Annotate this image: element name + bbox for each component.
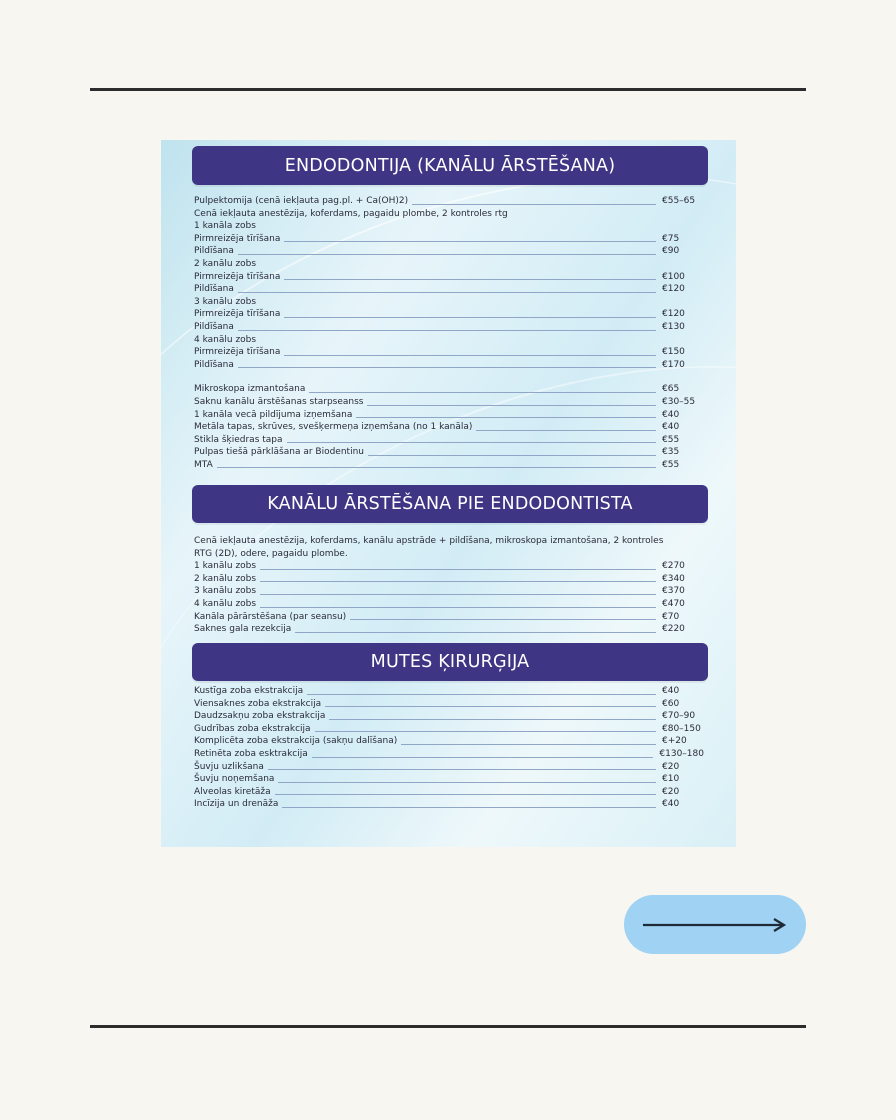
leader-line <box>238 292 656 293</box>
service-name: Komplicēta zoba ekstrakcija (sakņu dalīšana) <box>194 736 398 747</box>
leader-line <box>278 782 656 783</box>
price-row <box>194 623 704 636</box>
service-name: 3 kanālu zobs <box>194 586 257 597</box>
price-row <box>194 786 704 799</box>
service-price: €60 <box>662 698 680 709</box>
service-price: €40 <box>662 409 680 420</box>
price-row <box>194 308 704 321</box>
leader-line <box>287 442 656 443</box>
price-row <box>194 283 704 296</box>
leader-line <box>284 317 656 318</box>
price-row <box>194 598 704 611</box>
price-row <box>194 585 704 598</box>
leader-line <box>368 455 656 456</box>
service-price: €20 <box>662 786 680 797</box>
service-price: €75 <box>662 233 680 244</box>
price-row <box>194 761 704 774</box>
price-row <box>194 698 704 711</box>
price-row <box>194 685 704 698</box>
service-name: Cenā iekļauta anestēzija, koferdams, pagaidu plombe, 2 kontroles rtg <box>194 208 508 219</box>
service-name: Pirmreizēja tīrīšana <box>194 233 281 244</box>
price-row <box>194 611 704 624</box>
leader-line <box>307 694 656 695</box>
service-price: €130–180 <box>659 748 704 759</box>
price-row <box>194 383 704 396</box>
leader-line <box>412 204 656 205</box>
price-row <box>194 321 704 334</box>
leader-line <box>284 241 656 242</box>
leader-line <box>284 355 656 356</box>
service-name: Pildīšana <box>194 359 234 370</box>
price-row <box>194 710 704 723</box>
price-row <box>194 409 704 422</box>
service-name: Pirmreizēja tīrīšana <box>194 271 281 282</box>
service-price: €270 <box>662 561 685 572</box>
service-price: €130 <box>662 321 685 332</box>
service-name: Šuvju noņemšana <box>194 774 275 785</box>
price-row <box>194 233 704 246</box>
service-price: €35 <box>662 447 680 458</box>
service-name: MTA <box>194 459 213 470</box>
leader-line <box>238 367 656 368</box>
leader-line <box>309 392 656 393</box>
section-title-oral-surgery: MUTES ĶIRURĢIJA <box>192 643 708 681</box>
price-row <box>194 396 704 409</box>
price-row <box>194 723 704 736</box>
leader-line <box>268 769 656 770</box>
service-price: €150 <box>662 347 685 358</box>
service-name: Alveolas kiretāža <box>194 786 271 797</box>
leader-line <box>260 569 656 570</box>
price-row <box>194 459 704 472</box>
service-price: €30–55 <box>662 396 696 407</box>
service-name: 4 kanālu zobs <box>194 598 257 609</box>
service-price: €55 <box>662 434 680 445</box>
leader-line <box>325 706 656 707</box>
price-row <box>194 359 704 372</box>
service-name: Saknu kanālu ārstēšanas starpseanss <box>194 396 364 407</box>
endodontics-price-list <box>194 195 704 471</box>
service-price: €65 <box>662 384 680 395</box>
service-price: €10 <box>662 774 680 785</box>
service-price: €+20 <box>662 736 687 747</box>
service-price: €120 <box>662 284 685 295</box>
next-button[interactable] <box>624 895 806 954</box>
service-price: €170 <box>662 359 685 370</box>
service-price: €120 <box>662 309 685 320</box>
price-row <box>194 560 704 573</box>
leader-line <box>217 467 656 468</box>
leader-line <box>238 254 656 255</box>
leader-line <box>356 417 656 418</box>
service-name: Pirmreizēja tīrīšana <box>194 309 281 320</box>
leader-line <box>282 807 656 808</box>
service-price: €40 <box>662 686 680 696</box>
bottom-divider <box>90 1025 806 1028</box>
service-name: Kustīga zoba ekstrakcija <box>194 686 304 696</box>
endodontist-price-list <box>194 535 704 636</box>
leader-line <box>275 794 656 795</box>
price-row <box>194 334 704 347</box>
price-list-image <box>161 140 736 847</box>
leader-line <box>350 619 656 620</box>
leader-line <box>367 405 656 406</box>
leader-line <box>315 731 656 732</box>
price-row <box>194 735 704 748</box>
price-row <box>194 258 704 271</box>
endodontist-intro-line-1: Cenā iekļauta anestēzija, koferdams, kanālu apstrāde + pildīšana, mikroskopa izmantošana, 2 kontroles <box>194 536 664 546</box>
price-row <box>194 220 704 233</box>
leader-line <box>329 719 656 720</box>
service-name: 4 kanālu zobs <box>194 334 257 345</box>
service-price: €100 <box>662 271 685 282</box>
service-name: 2 kanālu zobs <box>194 258 257 269</box>
service-name: Gudrības zoba ekstrakcija <box>194 723 311 734</box>
service-name: 1 kanāla zobs <box>194 221 256 232</box>
arrow-right-icon <box>642 917 788 933</box>
service-price: €55 <box>662 459 680 470</box>
service-price: €470 <box>662 598 685 609</box>
service-name: Pildīšana <box>194 284 234 295</box>
leader-line <box>260 581 656 582</box>
price-row <box>194 748 704 761</box>
service-name: Daudzsakņu zoba ekstrakcija <box>194 711 326 722</box>
leader-line <box>312 757 654 758</box>
service-name: Kanāla pārārstēšana (par seansu) <box>194 611 347 622</box>
top-divider <box>90 88 806 91</box>
service-name: 1 kanāla vecā pildījuma izņemšana <box>194 409 353 420</box>
service-price: €70–90 <box>662 711 696 722</box>
leader-line <box>260 594 656 595</box>
service-name: Pulpektomija (cenā iekļauta pag.pl. + Ca(OH)2) <box>194 196 409 206</box>
service-price: €40 <box>662 799 680 810</box>
leader-line <box>476 430 656 431</box>
endodontist-intro-line-2: RTG (2D), odere, pagaidu plombe. <box>194 548 348 559</box>
service-name: Saknes gala rezekcija <box>194 624 292 635</box>
price-row <box>194 573 704 586</box>
service-name: Incīzija un drenāža <box>194 799 279 810</box>
service-price: €90 <box>662 246 680 257</box>
service-name: Stikla šķiedras tapa <box>194 434 283 445</box>
price-row <box>194 208 704 221</box>
leader-line <box>260 607 656 608</box>
service-price: €220 <box>662 624 685 635</box>
service-name: Retinēta zoba esktrakcija <box>194 748 308 759</box>
price-row <box>194 195 704 208</box>
price-row <box>194 446 704 459</box>
oral-surgery-price-list <box>194 685 704 811</box>
service-price: €340 <box>662 573 685 584</box>
price-row <box>194 271 704 284</box>
service-price: €55–65 <box>662 196 696 206</box>
price-row <box>194 434 704 447</box>
service-price: €80–150 <box>662 723 701 734</box>
service-price: €370 <box>662 586 685 597</box>
service-price: €40 <box>662 422 680 433</box>
service-name: Pildīšana <box>194 321 234 332</box>
price-row <box>194 773 704 786</box>
service-name: Šuvju uzlikšana <box>194 761 264 772</box>
price-row <box>194 421 704 434</box>
section-title-endodontics: ENDODONTIJA (KANĀLU ĀRSTĒŠANA) <box>192 146 708 185</box>
service-price: €20 <box>662 761 680 772</box>
service-price: €70 <box>662 611 680 622</box>
service-name: Viensaknes zoba ekstrakcija <box>194 698 322 709</box>
price-row <box>194 346 704 359</box>
price-row <box>194 296 704 309</box>
service-name: 2 kanālu zobs <box>194 573 257 584</box>
leader-line <box>238 330 656 331</box>
leader-line <box>284 279 656 280</box>
price-row <box>194 798 704 811</box>
section-title-endodontist: KANĀLU ĀRSTĒŠANA PIE ENDODONTISTA <box>192 485 708 523</box>
service-name: 1 kanālu zobs <box>194 561 257 572</box>
leader-line <box>295 632 656 633</box>
service-name: Pirmreizēja tīrīšana <box>194 347 281 358</box>
service-name: 3 kanālu zobs <box>194 296 257 307</box>
service-name: Metāla tapas, skrūves, svešķermeņa izņemšana (no 1 kanāla) <box>194 422 473 433</box>
leader-line <box>401 744 656 745</box>
service-name: Pildīšana <box>194 246 234 257</box>
service-name: Mikroskopa izmantošana <box>194 384 306 395</box>
price-row <box>194 245 704 258</box>
service-name: Pulpas tiešā pārklāšana ar Biodentinu <box>194 447 364 458</box>
